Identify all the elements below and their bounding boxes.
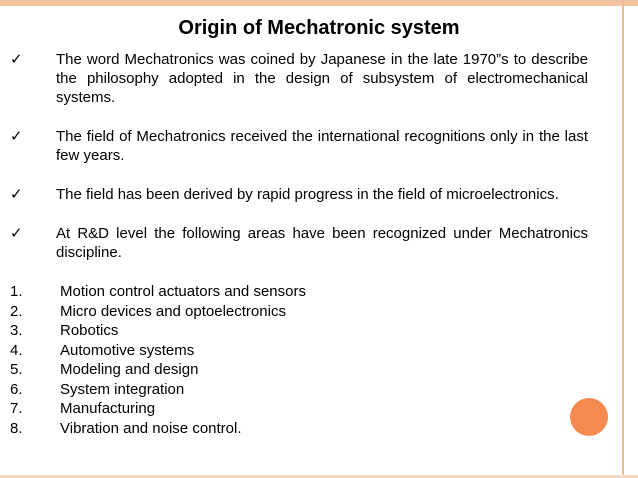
list-number: 5. — [10, 361, 23, 378]
bullet-item — [10, 50, 588, 107]
list-item — [10, 380, 588, 400]
list-text: Robotics — [60, 322, 119, 339]
list-item — [10, 302, 588, 322]
list-item — [10, 419, 588, 439]
slide-title: Origin of Mechatronic system — [178, 17, 460, 39]
bullet-text: The word Mechatronics was coined by Japanese in the late 1970”s to describe the philosophy adopted in the design of subsystem of electromechanical systems. — [56, 51, 588, 106]
bullet-text: At R&D level the following areas have been recognized under Mechatronics discipline. — [56, 225, 588, 261]
list-text: Modeling and design — [60, 361, 199, 378]
checkmark-icon: ✓ — [10, 127, 23, 145]
list-number: 3. — [10, 322, 23, 339]
list-item — [10, 360, 588, 380]
list-text: System integration — [60, 380, 185, 398]
checkmark-icon: ✓ — [10, 185, 23, 203]
slide-frame-top — [0, 0, 638, 6]
bullet-item — [10, 127, 588, 165]
checkmark-icon: ✓ — [10, 50, 23, 68]
bullet-item — [10, 224, 588, 262]
list-item — [10, 341, 588, 361]
list-text: Micro devices and optoelectronics — [60, 302, 286, 320]
bullet-item — [10, 185, 588, 204]
list-number: 8. — [10, 419, 23, 437]
list-item — [10, 282, 588, 302]
list-item — [10, 321, 588, 341]
list-text: Vibration and noise control. — [60, 419, 242, 437]
list-text: Automotive systems — [60, 341, 195, 359]
list-number: 6. — [10, 380, 23, 398]
bullet-text: The field of Mechatronics received the international recognitions only in the last few years. — [56, 128, 588, 164]
areas-list — [10, 282, 588, 438]
list-item — [10, 399, 588, 419]
list-number: 2. — [10, 302, 23, 320]
checkmark-icon: ✓ — [10, 224, 23, 242]
list-number: 1. — [10, 283, 23, 300]
slide-content — [10, 50, 588, 438]
list-text: Motion control actuators and sensors — [60, 283, 306, 300]
list-text: Manufacturing — [60, 400, 156, 417]
slide-frame-right — [622, 0, 624, 478]
list-number: 4. — [10, 341, 23, 359]
list-number: 7. — [10, 400, 23, 417]
bullet-text: The field has been derived by rapid progress in the field of microelectronics. — [56, 186, 559, 203]
